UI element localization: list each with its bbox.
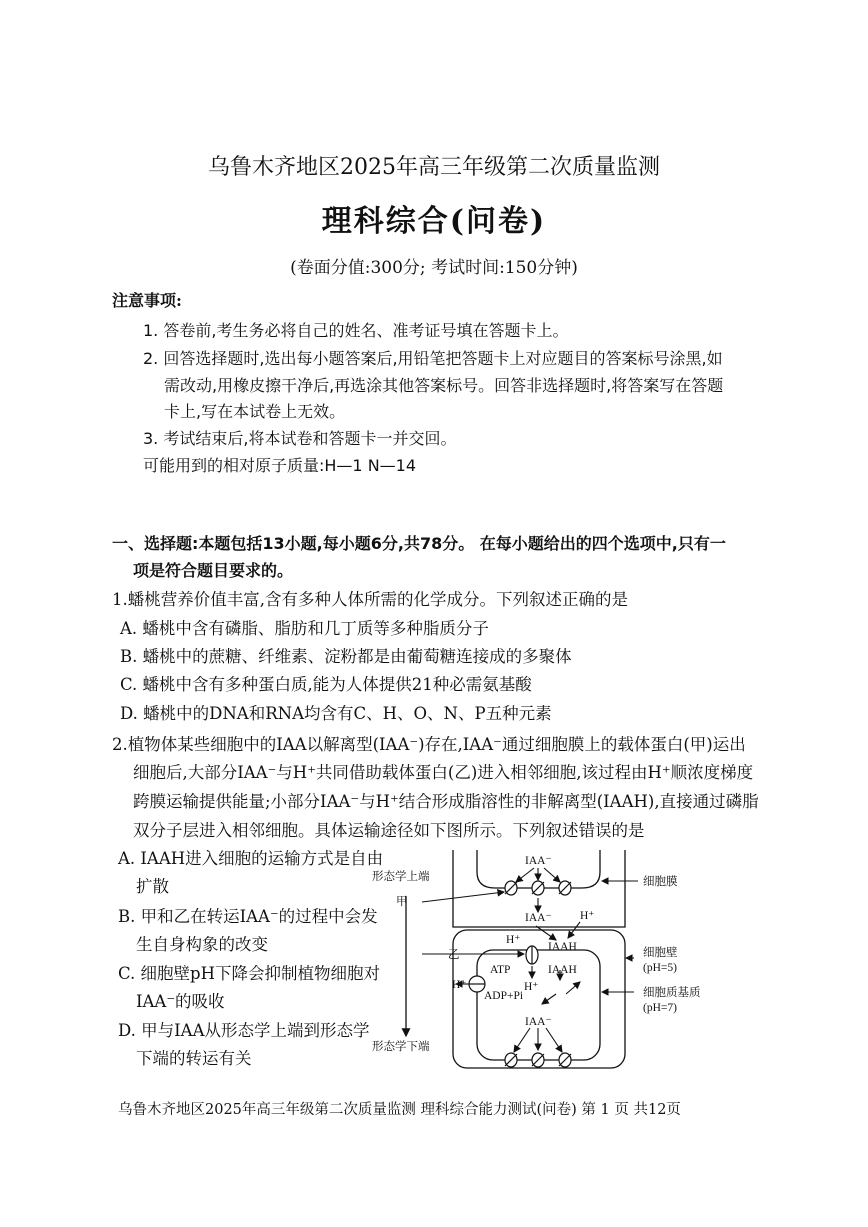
q1-option-b: B. 蟠桃中的蔗糖、纤维素、淀粉都是由葡萄糖连接成的多聚体 <box>120 647 572 666</box>
notice-item: 3. 考试结束后,将本试卷和答题卡一并交回。 <box>143 429 457 448</box>
label-adp-pi: ADP+Pi <box>484 990 524 1002</box>
q2-option-c: C. 细胞壁pH下降会抑制植物细胞对 <box>118 964 380 983</box>
page-footer: 乌鲁木齐地区2025年高三年级第二次质量监测 理科综合能力测试(问卷) 第 1 页 共12页 <box>118 1102 681 1118</box>
iaa-transport-diagram <box>370 850 715 1075</box>
exam-subject: 理科综合(问卷) <box>321 204 547 239</box>
q2-option-d: D. 甲与IAA从形态学上端到形态学 <box>118 1021 370 1040</box>
label-atp: ATP <box>490 964 511 976</box>
q2-option-b-cont: 生自身构象的改变 <box>136 935 268 954</box>
q2-option-b: B. 甲和乙在转运IAA⁻的过程中会发 <box>118 907 378 926</box>
label-membrane: 细胞膜 <box>643 876 678 888</box>
score-time: (卷面分值:300分; 考试时间:150分钟) <box>290 258 578 278</box>
notice-item: 需改动,用橡皮擦干净后,再选涂其他答案标号。回答非选择题时,将答案写在答题 <box>164 376 724 395</box>
notice-item: 2. 回答选择题时,选出每小题答案后,用铅笔把答题卡上对应题目的答案标号涂黑,如 <box>143 349 723 368</box>
label-wall-ph: (pH=5) <box>643 962 677 974</box>
q2-option-c-cont: IAA⁻的吸收 <box>136 992 225 1011</box>
q2-option-a-cont: 扩散 <box>136 877 169 896</box>
label-h-plus-3: H⁺ <box>452 979 467 991</box>
question-2-stem: 细胞后,大部分IAA⁻与H⁺共同借助载体蛋白(乙)进入相邻细胞,该过程由H⁺顺浓度梯度 <box>133 763 754 782</box>
label-top-end: 形态学上端 <box>372 871 430 883</box>
q1-option-c: C. 蟠桃中含有多种蛋白质,能为人体提供21种必需氨基酸 <box>120 675 532 694</box>
section-heading: 一、选择题:本题包括13小题,每小题6分,共78分。 在每小题给出的四个选项中,只有一 <box>112 534 726 553</box>
label-h-plus-1: H⁺ <box>580 910 595 922</box>
question-1-stem: 1.蟠桃营养价值丰富,含有多种人体所需的化学成分。下列叙述正确的是 <box>112 590 628 609</box>
label-matrix: 细胞质基质 <box>643 987 701 999</box>
label-yi: 乙 <box>448 949 460 961</box>
label-iaah-1: IAAH <box>548 941 577 953</box>
q2-option-d-cont: 下端的转运有关 <box>136 1049 252 1068</box>
question-2-stem: 双分子层进入相邻细胞。具体运输途径如下图所示。下列叙述错误的是 <box>133 821 645 840</box>
label-wall: 细胞壁 <box>643 947 678 959</box>
notice-item: 1. 答卷前,考生务必将自己的姓名、准考证号填在答题卡上。 <box>143 321 569 340</box>
label-h-plus-4: H⁺ <box>524 981 539 993</box>
atomic-mass: 可能用到的相对原子质量:H—1 N—14 <box>143 456 417 475</box>
question-2-stem: 2.植物体某些细胞中的IAA以解离型(IAA⁻)存在,IAA⁻通过细胞膜上的载体蛋白(甲)运出 <box>112 735 746 754</box>
label-iaa-mid: IAA⁻ <box>525 912 552 924</box>
label-iaah-2: IAAH <box>548 964 577 976</box>
q1-option-a: A. 蟠桃中含有磷脂、脂肪和几丁质等多种脂质分子 <box>120 619 489 638</box>
label-iaa-top: IAA⁻ <box>525 855 552 867</box>
exam-title: 乌鲁木齐地区2025年高三年级第二次质量监测 <box>208 155 660 180</box>
label-h-plus-2: H⁺ <box>506 934 521 946</box>
notice-heading: 注意事项: <box>112 291 182 310</box>
label-matrix-ph: (pH=7) <box>643 1002 677 1014</box>
q1-option-d: D. 蟠桃中的DNA和RNA均含有C、H、O、N、P五种元素 <box>120 704 552 723</box>
label-iaa-bottom: IAA⁻ <box>525 1016 552 1028</box>
q2-option-a: A. IAAH进入细胞的运输方式是自由 <box>118 849 384 868</box>
question-2-stem: 跨膜运输提供能量;小部分IAA⁻与H⁺结合形成脂溶性的非解离型(IAAH),直接通过磷脂 <box>133 792 759 811</box>
notice-item: 卡上,写在本试卷上无效。 <box>164 402 346 421</box>
section-heading-cont: 项是符合题目要求的。 <box>133 561 294 580</box>
label-bottom-end: 形态学下端 <box>372 1041 430 1053</box>
label-jia: 甲 <box>396 896 408 908</box>
